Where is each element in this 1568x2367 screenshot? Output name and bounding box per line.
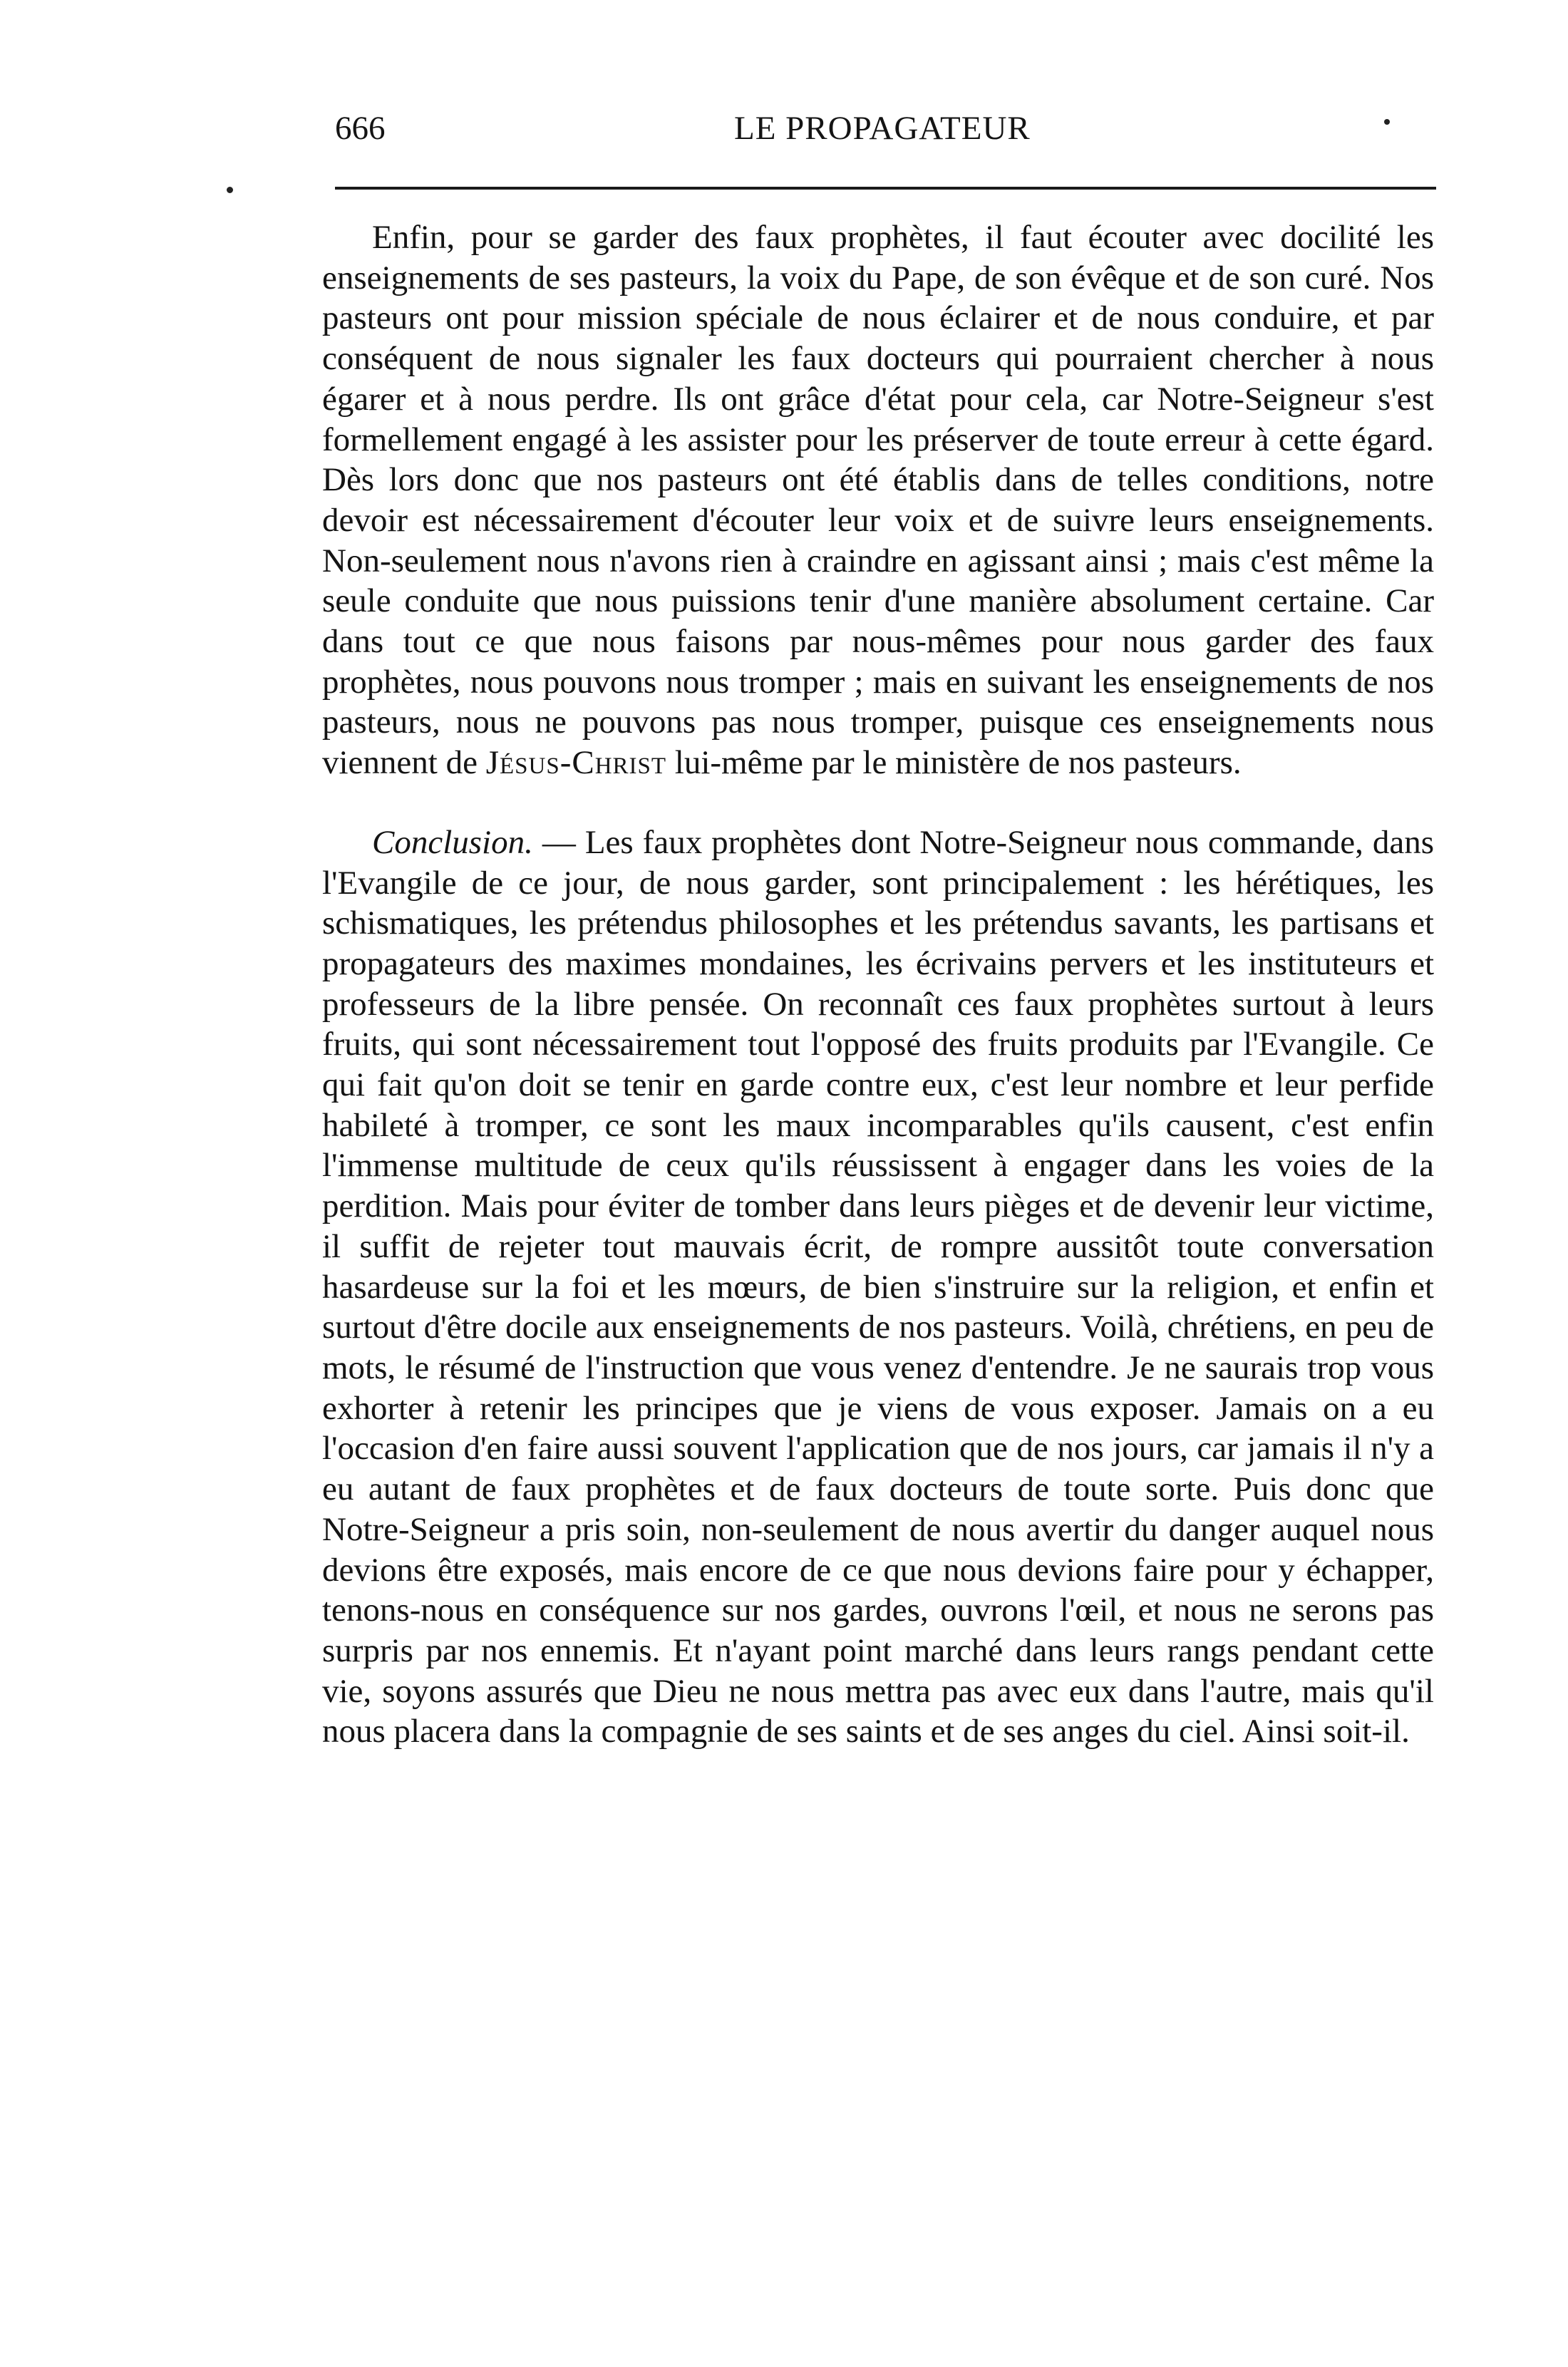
margin-ink-speck — [227, 187, 233, 193]
paragraph-1 — [322, 217, 1434, 783]
paragraph-2 — [322, 822, 1434, 1752]
paragraph-2-text: — Les faux prophètes dont Notre-Seigneur nous commande, dans l'Evangile de ce jour, de nous garder, sont principalement : les hérétiques, les schismatiques, les prétendus philosophes et les prétendus savants, les partisans et propagateurs des maximes mondaines, les écrivains pervers et les instituteurs et professeurs de la libre pensée. On reconnaît ces faux prophètes surtout à leurs fruits, qui sont nécessairement tout l'opposé des fruits produits par l'Evangile. Ce qui fait qu'on doit se tenir en garde contre eux, c'est leur nombre et leur perfide habileté à tromper, ce sont les maux incomparables qu'ils causent, c'est enfin l'immense multitude de ceux qu'ils réussissent à engager dans les voies de la perdition. Mais pour éviter de tomber dans leurs pièges et de devenir leur victime, il suffit de rejeter tout mauvais écrit, de rompre aussitôt toute conversation hasardeuse sur la foi et les mœurs, de bien s'instruire sur la religion, et enfin et surtout d'être docile aux enseignements de nos pasteurs. Voilà, chrétiens, en peu de mots, le résumé de l'instruction que vous venez d'entendre. Je ne saurais trop vous exhorter à retenir les principes que je viens de vous exposer. Jamais on a eu l'occasion d'en faire aussi souvent l'application que de nos jours, car jamais il n'y a eu autant de faux prophètes et de faux docteurs de toute sorte. Puis donc que Notre-Seigneur a pris soin, non-seulement de nous avertir du danger auquel nous devions être exposés, mais encore de ce que nous devions faire pour y échapper, tenons-nous en conséquence sur nos gardes, ouvrons l'œil, et nous ne serons pas surpris par nos ennemis. Et n'ayant point marché dans leurs rangs pendant cette vie, soyons assurés que Dieu ne nous mettra pas avec eux dans l'autre, mais qu'il nous placera dans la compagnie de ses saints et de ses anges du ciel. Ainsi soit-il. — [322, 823, 1434, 1750]
paragraph-1-text: Enfin, pour se garder des faux prophètes, il faut écouter avec docilité les enseignements de ses pasteurs, la voix du Pape, de son évêque et de son curé. Nos pasteurs ont pour mission spéciale de nous éclairer et de nous conduire, et par conséquent de nous signaler les faux docteurs qui pourraient chercher à nous égarer et à nous perdre. Ils ont grâce d'état pour cela, car Notre-Seigneur s'est formellement engagé à les assister pour les préserver de toute erreur à cette égard. Dès lors donc que nos pasteurs ont été établis dans de telles conditions, notre devoir est nécessairement d'écouter leur voix et de suivre leurs enseignements. Non-seulement nous n'avons rien à craindre en agissant ainsi ; mais c'est même la seule conduite que nous puissions tenir d'une manière absolument certaine. Car dans tout ce que nous faisons par nous-mêmes pour nous garder des faux prophètes, nous pouvons nous tromper ; mais en suivant les enseignements de nos pasteurs, nous ne pouvons pas nous tromper, puisque ces enseignements nous viennent de — [322, 219, 1434, 782]
running-title: LE PROPAGATEUR — [734, 110, 1031, 147]
body-text — [322, 217, 1434, 1752]
page-number: 666 — [335, 110, 386, 147]
paragraph-2-lead: Conclusion. — [372, 823, 533, 861]
paragraph-1-small-caps: Jésus-Christ — [485, 744, 667, 782]
page-header — [335, 103, 1433, 153]
header-rule — [335, 187, 1436, 190]
ink-speck — [1384, 119, 1390, 125]
paragraph-1-ending: lui-même par le ministère de nos pasteurs. — [674, 744, 1242, 782]
